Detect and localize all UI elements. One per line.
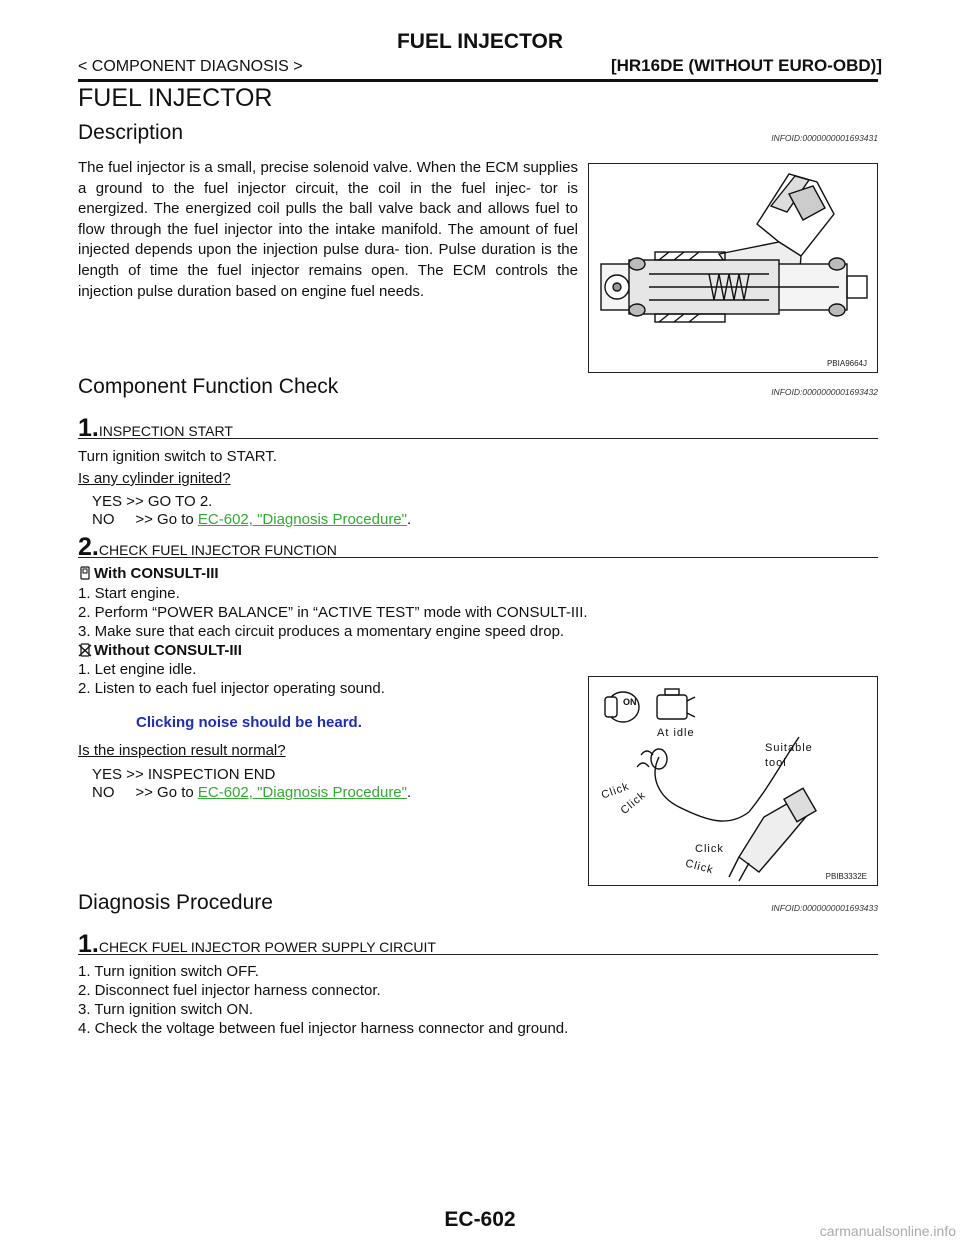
diagnosis-item-3: 3. Turn ignition switch ON. — [78, 1001, 254, 1018]
click-label-4: Click — [683, 857, 715, 877]
component-check-infoid: INFOID:0000000001693432 — [771, 387, 878, 397]
diagnosis-heading: Diagnosis Procedure — [78, 891, 273, 914]
step-title: CHECK FUEL INJECTOR POWER SUPPLY CIRCUIT — [98, 939, 436, 955]
without-item-1: 1. Let engine idle. — [78, 661, 197, 678]
description-text: The fuel injector is a small, precise solenoid valve. When the ECM supplies a ground to the fuel injector circuit, the coil in the fuel injec- tor is energized. The energized coil pulls the ball valve back and allows fuel to flow through the fuel injector into the intake manifold. The amount of fuel injected depends upon the injection pulse dura- tion. Pulse duration is the length of time the fuel injector remains open. The ECM controls the injection pulse duration based on engine fuel needs. — [78, 159, 578, 300]
diagnosis-item-2: 2. Disconnect fuel injector harness connector. — [78, 982, 381, 999]
with-label-text: With CONSULT-III — [94, 565, 219, 582]
clicking-noise-note: Clicking noise should be heard. — [136, 714, 362, 731]
figure-code: PBIB3332E — [825, 872, 867, 881]
watermark[interactable]: carmanualsonline.info — [819, 1223, 956, 1239]
injector-cutaway-figure — [588, 163, 878, 373]
click-label-2: Click — [618, 789, 649, 817]
on-label: ON — [623, 697, 637, 707]
no-suffix: . — [406, 511, 412, 528]
header-title: FUEL INJECTOR — [396, 30, 564, 53]
with-item-2: 2. Perform “POWER BALANCE” in “ACTIVE TEST” mode with CONSULT-III. — [78, 604, 588, 621]
component-check-heading: Component Function Check — [78, 375, 339, 398]
breadcrumb: < COMPONENT DIAGNOSIS > — [78, 58, 303, 75]
at-idle-label: At idle — [657, 727, 695, 739]
step-number: 2. — [78, 533, 99, 561]
step-1-question: Is any cylinder ignited? — [78, 470, 231, 487]
no-consult-icon — [78, 643, 92, 657]
suitable-label: Suitable — [765, 742, 813, 754]
without-item-2: 2. Listen to each fuel injector operating sound. — [78, 680, 385, 697]
no-suffix: . — [406, 784, 412, 801]
page-number: EC-602 — [444, 1208, 516, 1231]
step-1-header — [78, 414, 878, 442]
diagnosis-item-4: 4. Check the voltage between fuel injector harness connector and ground. — [78, 1020, 569, 1037]
step-1-instruction: Turn ignition switch to START. — [78, 448, 277, 465]
step-title: INSPECTION START — [98, 423, 233, 439]
step-2-header — [78, 533, 878, 561]
listening-drawing — [589, 677, 877, 885]
without-consult-label — [78, 642, 242, 659]
tool-label: tool — [765, 757, 787, 769]
description-heading: Description — [78, 121, 184, 144]
step-1-no — [92, 511, 411, 528]
diagnosis-procedure-link[interactable]: EC-602, "Diagnosis Procedure" — [197, 784, 407, 801]
with-consult-label — [78, 565, 219, 582]
step-2-no — [92, 784, 411, 801]
without-label-text: Without CONSULT-III — [94, 642, 242, 659]
description-infoid: INFOID:0000000001693431 — [771, 133, 878, 143]
page-title: FUEL INJECTOR — [78, 84, 273, 112]
injector-cutaway-drawing — [589, 164, 877, 372]
step-number: 1. — [78, 930, 99, 958]
listening-figure — [588, 676, 878, 886]
step-number: 1. — [78, 414, 99, 442]
step-2-yes: YES >> INSPECTION END — [92, 766, 276, 783]
diagnosis-step-1-header — [78, 930, 878, 958]
click-label-3: Click — [695, 843, 724, 855]
consult-icon — [78, 566, 92, 580]
diagnosis-item-1: 1. Turn ignition switch OFF. — [78, 963, 259, 980]
diagnosis-procedure-link[interactable]: EC-602, "Diagnosis Procedure" — [197, 511, 407, 528]
step-2-question: Is the inspection result normal? — [78, 742, 286, 759]
with-item-3: 3. Make sure that each circuit produces a momentary engine speed drop. — [78, 623, 565, 640]
model-label: [HR16DE (WITHOUT EURO-OBD)] — [610, 56, 882, 75]
click-label-1: Click — [599, 780, 632, 802]
no-prefix: NO >> Go to — [92, 784, 198, 801]
header-rule — [78, 79, 878, 82]
step-1-yes: YES >> GO TO 2. — [92, 493, 213, 510]
no-prefix: NO >> Go to — [92, 511, 198, 528]
figure-code: PBIA9664J — [826, 359, 867, 368]
diagnosis-infoid: INFOID:0000000001693433 — [771, 903, 878, 913]
step-title: CHECK FUEL INJECTOR FUNCTION — [98, 542, 337, 558]
with-item-1: 1. Start engine. — [78, 585, 180, 602]
